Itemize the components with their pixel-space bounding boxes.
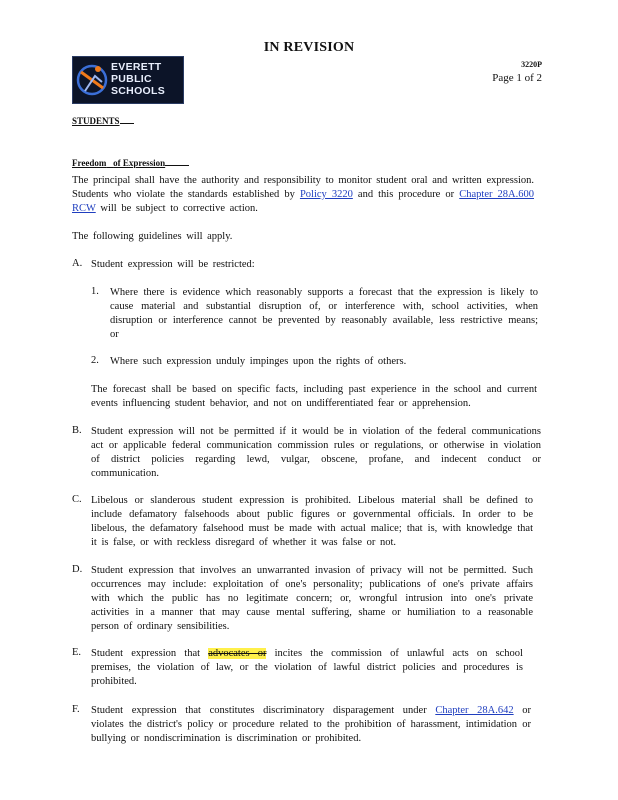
item-e-text-1: Student expression that xyxy=(91,648,209,659)
subheading-part1: Freedom xyxy=(72,158,107,168)
subheading xyxy=(72,158,189,168)
item-a-sub2-number: 2. xyxy=(91,355,99,366)
intro-text-3: will be subject to corrective action. xyxy=(95,203,258,214)
item-d-letter: D. xyxy=(72,564,83,575)
item-f-letter: F. xyxy=(72,704,80,715)
section-underline xyxy=(120,123,134,124)
item-b-text: Student expression will not be permitted if it would be in violation of the federal communications act or applicable federal communication commission rules or regulations, or otherwise in violation of district policies regarding lewd, vulgar, obscene, profane, and indecent conduct or communication. xyxy=(91,426,541,479)
runner-emblem-icon xyxy=(75,58,111,102)
intro-paragraph xyxy=(72,174,534,216)
item-e-text xyxy=(91,647,523,689)
item-f-text xyxy=(91,704,531,746)
guidelines-intro: The following guidelines will apply. xyxy=(72,231,233,242)
item-d-text: Student expression that involves an unwarranted invasion of privacy will not be permitted. Such occurrences may include: exploitation of one's personality; publications of one's private affairs with which the public has no legitimate concern; or, wrongful intrusion into one's private activities in a manner that may cause mental suffering, shame or humiliation to a reasonable person of ordinary sensibilities. xyxy=(91,565,533,632)
item-a-letter: A. xyxy=(72,258,83,269)
subheading-part2: of Expression xyxy=(113,158,166,168)
item-e-struck-text: advocates or xyxy=(208,648,267,659)
item-a-sub1-text: Where there is evidence which reasonably supports a forecast that the expression is likely to cause material and substantial disruption of, or interference with, school activities, when disruption or interference cannot be prevented by reasonably available, less restrictive means; or xyxy=(110,287,538,340)
subheading-underline xyxy=(165,165,189,166)
everett-public-schools-logo xyxy=(72,56,184,104)
logo-line-everett: EVERETT xyxy=(111,61,162,73)
item-a-text: Student expression will be restricted: xyxy=(91,259,255,270)
intro-text-1: The principal shall have the authority and responsibility to monitor student oral and written expression. Students who violate the standards established by xyxy=(72,175,534,200)
policy-number: 3220P xyxy=(521,60,542,69)
item-f-text-2: or violates the district's policy or procedure related to the prohibition of harassment, intimidation or bullying or nondiscrimination is discrimination or prohibited. xyxy=(91,705,531,744)
intro-text-2: and this procedure or xyxy=(352,189,460,200)
logo-line-schools: SCHOOLS xyxy=(111,85,166,97)
item-a-sub2-text: Where such expression unduly impinges upon the rights of others. xyxy=(110,356,407,367)
item-e-text-2: incites the commission of unlawful acts on school premises, the violation of law, or the violation of lawful district policies and procedures is prohibited. xyxy=(91,648,523,687)
logo-line-public: PUBLIC xyxy=(111,73,152,85)
section-label-text: STUDENTS xyxy=(72,116,120,126)
item-c-letter: C. xyxy=(72,494,82,505)
item-a-forecast-text: The forecast shall be based on specific facts, including past experience in the school and current events influencing student behavior, and not on undifferentiated fear or apprehension. xyxy=(91,384,537,409)
rcw-chapter-link[interactable]: Chapter 28A.600 RCW xyxy=(72,189,534,214)
item-e-letter: E. xyxy=(72,647,82,658)
page-number: Page 1 of 2 xyxy=(492,72,542,84)
item-b-letter: B. xyxy=(72,425,82,436)
chapter-28a642-link[interactable]: Chapter 28A.642 xyxy=(435,705,514,716)
item-a-sub1-number: 1. xyxy=(91,286,99,297)
item-c-text: Libelous or slanderous student expression is prohibited. Libelous material shall be defined to include defamatory falsehoods about public figures or governmental officials. In order to be libelous, the defamatory falsehood must be made with actual malice; that is, with knowledge that it is false, or with reckless disregard of whether it was false or not. xyxy=(91,495,533,548)
document-title: IN REVISION xyxy=(263,40,355,55)
policy-3220-link[interactable]: Policy 3220 xyxy=(299,189,353,200)
item-f-text-1: Student expression that constitutes discriminatory disparagement under xyxy=(91,705,436,716)
section-label xyxy=(72,116,134,126)
